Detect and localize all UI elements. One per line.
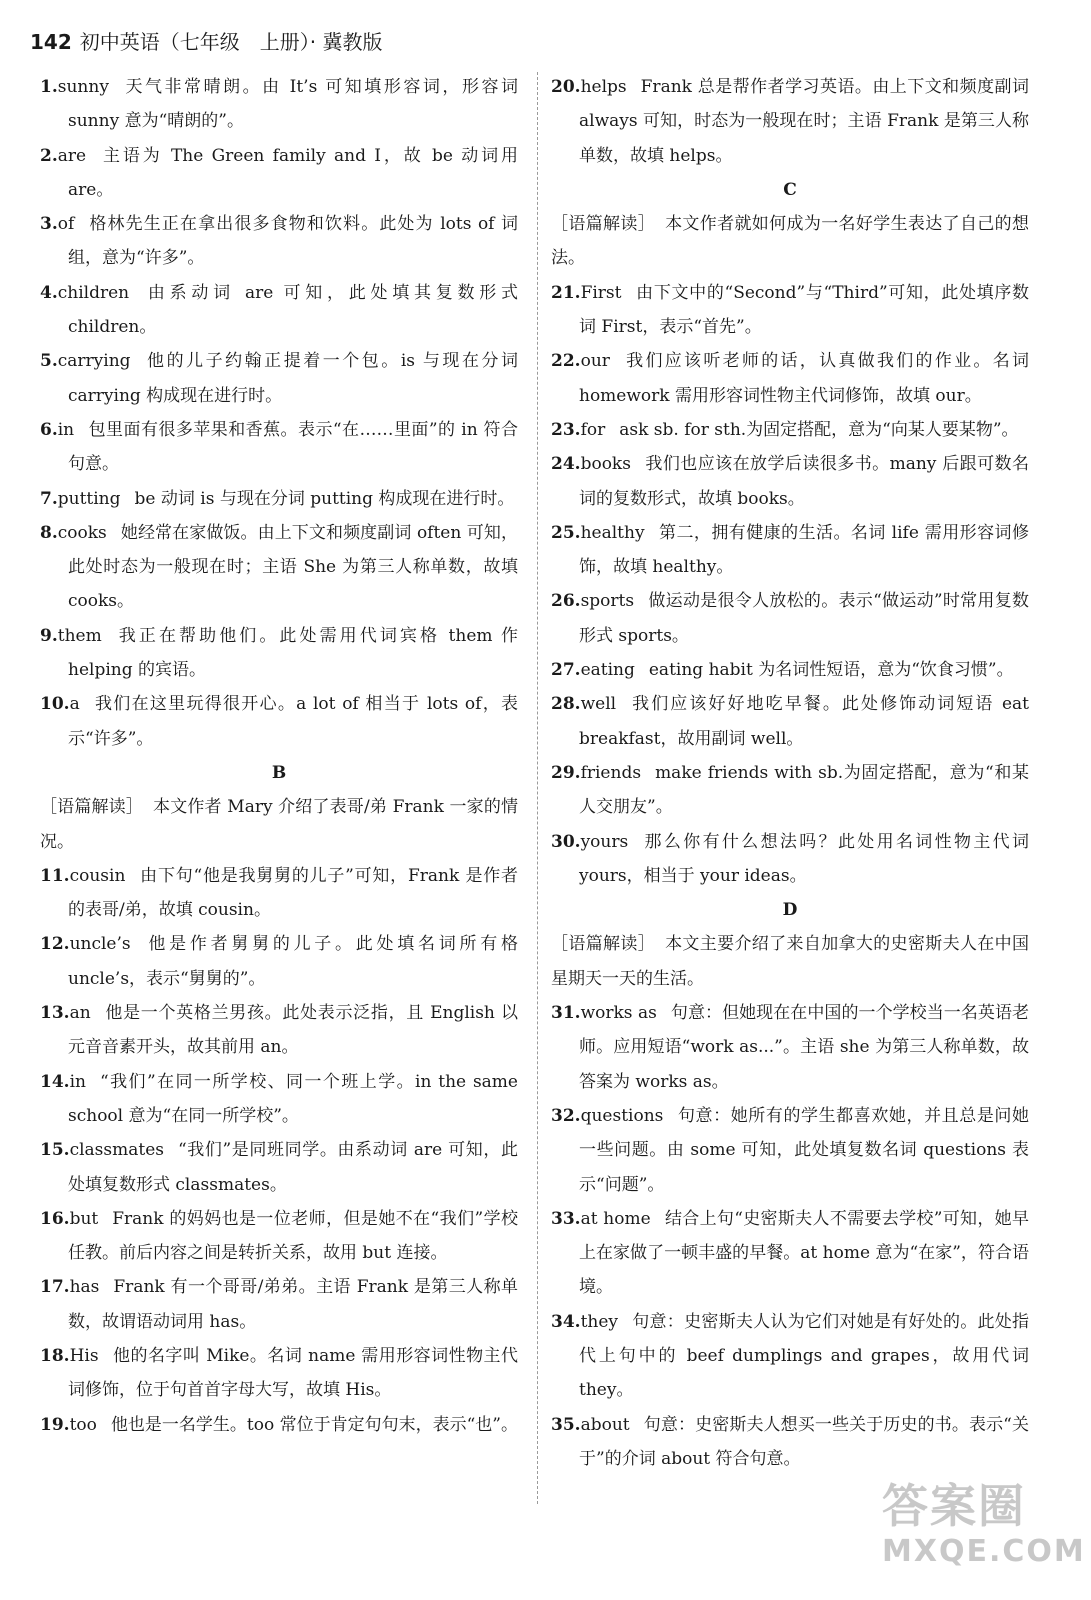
item-answer: at home [580, 1208, 651, 1229]
item-number: 11. [40, 865, 70, 886]
item-answer: yours [580, 831, 629, 852]
item-number: 8. [40, 522, 58, 543]
answer-item [551, 825, 1029, 894]
item-answer: children [57, 282, 130, 303]
item-answer: books [580, 454, 631, 475]
item-number: 16. [40, 1208, 70, 1229]
item-number: 23. [551, 419, 581, 440]
answer-item [40, 139, 518, 208]
item-answer: carrying [57, 351, 131, 372]
item-answer: classmates [69, 1140, 164, 1161]
passage-summary-label: ［语篇解读］ [551, 934, 656, 955]
item-explanation: Frank 有一个哥哥/弟弟。主语 Frank 是第三人称单数，故谓语动词用 has。 [68, 1277, 518, 1332]
item-answer: healthy [580, 522, 645, 543]
item-number: 26. [551, 591, 581, 612]
left-column [40, 70, 518, 1442]
item-explanation: eating habit 为名词性短语，意为“饮食习惯”。 [648, 660, 1014, 681]
section-heading: D [782, 900, 798, 921]
item-number: 30. [551, 831, 581, 852]
item-number: 10. [40, 694, 70, 715]
item-number: 20. [551, 77, 581, 97]
answer-item [40, 687, 518, 756]
item-explanation: 他是一个英格兰男孩。此处表示泛指，且 English 以元音音素开头，故其前用 an。 [68, 1003, 518, 1058]
watermark-logo [882, 1478, 1086, 1588]
item-explanation: 他的儿子约翰正提着一个包。is 与现在分词 carrying 构成现在进行时。 [68, 351, 518, 406]
item-explanation: 由系动词 are 可知，此处填其复数形式 children。 [68, 282, 518, 338]
answer-item [551, 276, 1029, 345]
item-answer: cousin [69, 865, 126, 886]
item-explanation: “我们”在同一所学校、同一个班上学。in the same school 意为“在同一所学校”。 [68, 1071, 518, 1126]
item-number: 24. [551, 454, 581, 475]
item-answer: sports [580, 591, 635, 612]
right-column [551, 70, 1029, 1476]
item-answer: First [580, 282, 622, 303]
passage-summary [40, 790, 518, 859]
item-answer: in [69, 1071, 86, 1092]
item-answer: too [69, 1414, 97, 1435]
answer-item [551, 1408, 1029, 1477]
answer-item [40, 927, 518, 996]
item-number: 21. [551, 282, 581, 303]
item-answer: a [69, 694, 80, 715]
item-number: 31. [551, 1003, 581, 1024]
item-explanation: 天气非常晴朗。由 It’s 可知填形容词，形容词 sunny 意为“晴朗的”。 [68, 77, 518, 132]
answer-item [551, 344, 1029, 413]
item-answer: an [69, 1003, 91, 1024]
answer-item [40, 482, 518, 516]
item-number: 5. [40, 351, 58, 372]
item-answer: in [57, 419, 75, 440]
item-explanation: be 动词 is 与现在分词 putting 构成现在进行时。 [134, 488, 515, 509]
item-number: 14. [40, 1071, 70, 1092]
item-number: 1. [40, 77, 58, 97]
item-explanation: 我们应该好好地吃早餐。此处修饰动词短语 eat breakfast，故用副词 well。 [579, 694, 1029, 749]
passage-summary [551, 927, 1029, 996]
item-number: 17. [40, 1277, 70, 1298]
item-number: 22. [551, 351, 581, 372]
item-number: 4. [40, 282, 58, 303]
item-answer: His [69, 1345, 99, 1366]
passage-summary-text: 本文作者就如何成为一名好学生表达了自己的想法。 [551, 214, 1030, 269]
answer-item [40, 859, 518, 928]
item-answer: eating [580, 660, 635, 681]
section-heading: B [271, 762, 287, 783]
answer-item [40, 996, 518, 1065]
answer-item [40, 1408, 518, 1442]
item-explanation: 那么你有什么想法吗？此处用名词性物主代词 yours，相当于 your ideas。 [579, 831, 1029, 886]
answer-item [40, 1133, 518, 1202]
item-number: 15. [40, 1140, 70, 1161]
item-number: 27. [551, 660, 581, 681]
page-header [30, 26, 382, 55]
passage-summary-label: ［语篇解读］ [40, 797, 144, 818]
item-explanation: 句意：史密斯夫人认为它们对她是有好处的。此处指代上句中的 beef dumplings and grapes，故用代词 they。 [579, 1311, 1029, 1401]
answer-item [40, 344, 518, 413]
item-answer: well [580, 694, 617, 715]
item-number: 33. [551, 1208, 581, 1229]
answer-item [551, 584, 1029, 653]
item-explanation: 她经常在家做饭。由上下文和频度副词 often 可知，此处时态为一般现在时；主语 She 为第三人称单数，故填 cooks。 [68, 522, 518, 612]
item-explanation: 我们在这里玩得很开心。a lot of 相当于 lots of，表示“许多”。 [68, 694, 518, 749]
item-explanation: 格林先生正在拿出很多食物和饮料。此处为 lots of 词组，意为“许多”。 [68, 214, 518, 269]
item-explanation: 我们也应该在放学后读很多书。many 后跟可数名词的复数形式，故填 books。 [579, 454, 1029, 509]
answer-item [551, 516, 1029, 585]
item-number: 2. [40, 145, 58, 166]
item-explanation: 他的名字叫 Mike。名词 name 需用形容词性物主代词修饰，位于句首首字母大写，故填 His。 [68, 1345, 518, 1401]
item-explanation: 由下文中的“Second”与“Third”可知，此处填序数词 First，表示“首先”。 [579, 282, 1029, 338]
answer-item [40, 207, 518, 276]
item-explanation: 句意：她所有的学生都喜欢她，并且总是问她一些问题。由 some 可知，此处填复数名词 questions 表示“问题”。 [579, 1105, 1029, 1195]
item-explanation: 他是作者舅舅的儿子。此处填名词所有格 uncle’s，表示“舅舅的”。 [68, 934, 518, 989]
answer-item [551, 1305, 1029, 1408]
item-number: 35. [551, 1414, 581, 1435]
passage-summary-text: 本文主要介绍了来自加拿大的史密斯夫人在中国星期天一天的生活。 [551, 934, 1030, 989]
item-explanation: make friends with sb.为固定搭配，意为“和某人交朋友”。 [579, 762, 1029, 818]
passage-summary-label: ［语篇解读］ [551, 214, 656, 235]
item-number: 28. [551, 694, 581, 715]
item-explanation: Frank 的妈妈也是一位老师，但是她不在“我们”学校任教。前后内容之间是转折关系，故用 but 连接。 [68, 1208, 518, 1264]
item-answer: works as [580, 1003, 657, 1024]
item-answer: uncle’s [69, 934, 131, 955]
answer-item [551, 1099, 1029, 1202]
book-title: 初中英语（七年级 上册）· 冀教版 [79, 30, 383, 54]
answer-item [551, 447, 1029, 516]
answer-item [551, 996, 1029, 1099]
item-number: 6. [40, 419, 58, 440]
item-explanation: 做运动是很令人放松的。表示“做运动”时常用复数形式 sports。 [579, 591, 1029, 646]
item-answer: sunny [57, 77, 109, 97]
answer-item [551, 756, 1029, 825]
answer-item [40, 1270, 518, 1339]
item-number: 12. [40, 934, 70, 955]
answer-item [551, 413, 1029, 447]
item-number: 29. [551, 762, 581, 783]
item-answer: they [580, 1311, 619, 1332]
passage-summary [551, 207, 1029, 276]
answer-item [551, 687, 1029, 756]
item-number: 9. [40, 625, 58, 646]
answer-item [551, 1202, 1029, 1305]
item-explanation: 句意：史密斯夫人想买一些关于历史的书。表示“关于”的介词 about 符合句意。 [579, 1414, 1029, 1469]
item-answer: of [57, 214, 75, 235]
watermark-site-text: MXQE.COM [882, 1534, 1086, 1569]
item-explanation: ask sb. for sth.为固定搭配，意为“向某人要某物”。 [619, 419, 1019, 440]
answer-item [40, 70, 518, 139]
item-explanation: 主语为 The Green family and I，故 be 动词用 are。 [68, 145, 518, 200]
answer-item [40, 1202, 518, 1271]
item-answer: putting [57, 488, 121, 509]
answer-item [551, 653, 1029, 687]
item-explanation: “我们”是同班同学。由系动词 are 可知，此处填复数形式 classmates。 [68, 1140, 518, 1195]
item-explanation: 我正在帮助他们。此处需用代词宾格 them 作 helping 的宾语。 [68, 625, 518, 681]
item-answer: questions [580, 1105, 664, 1126]
item-answer: helps [580, 77, 627, 97]
item-number: 7. [40, 488, 58, 509]
item-answer: about [580, 1414, 630, 1435]
answer-item [40, 413, 518, 482]
column-divider [537, 72, 538, 1504]
item-number: 19. [40, 1414, 70, 1435]
answer-item [40, 619, 518, 688]
answer-item [551, 70, 1029, 173]
item-explanation: 他也是一名学生。too 常位于肯定句句末，表示“也”。 [110, 1414, 518, 1435]
item-number: 25. [551, 522, 581, 543]
item-explanation: 结合上句“史密斯夫人不需要去学校”可知，她早上在家做了一顿丰盛的早餐。at home 意为“在家”，符合语境。 [579, 1208, 1029, 1298]
answer-item [40, 516, 518, 619]
item-answer: but [69, 1208, 99, 1229]
answer-item [40, 1065, 518, 1134]
passage-summary-text: 本文作者 Mary 介绍了表哥/弟 Frank 一家的情况。 [40, 797, 519, 852]
item-number: 18. [40, 1345, 70, 1366]
answer-item [40, 276, 518, 345]
item-answer: friends [580, 762, 642, 783]
item-explanation: 由下句“他是我舅舅的儿子”可知，Frank 是作者的表哥/弟，故填 cousin。 [68, 865, 518, 921]
item-answer: cooks [57, 522, 107, 543]
item-answer: for [580, 419, 606, 440]
section-heading: C [783, 179, 797, 200]
item-explanation: Frank 总是帮作者学习英语。由上下文和频度副词 always 可知，时态为一般现在时；主语 Frank 是第三人称单数，故填 helps。 [579, 77, 1029, 166]
item-explanation: 句意：但她现在在中国的一个学校当一名英语老师。应用短语“work as...”。主语 she 为第三人称单数，故答案为 works as。 [579, 1003, 1030, 1092]
item-number: 3. [40, 214, 58, 235]
item-explanation: 包里面有很多苹果和香蕉。表示“在……里面”的 in 符合句意。 [68, 419, 518, 475]
item-answer: are [57, 145, 87, 166]
watermark-logo-text: 答案圈 [882, 1479, 1026, 1533]
item-number: 34. [551, 1311, 581, 1332]
item-explanation: 第二，拥有健康的生活。名词 life 需用形容词修饰，故填 healthy。 [579, 522, 1029, 578]
item-number: 13. [40, 1003, 70, 1024]
page-number: 142 [30, 30, 72, 54]
item-answer: our [580, 351, 610, 372]
item-answer: them [57, 625, 102, 646]
item-number: 32. [551, 1105, 581, 1126]
answer-item [40, 1339, 518, 1408]
item-answer: has [69, 1277, 100, 1298]
item-explanation: 我们应该听老师的话，认真做我们的作业。名词 homework 需用形容词性物主代词修饰，故填 our。 [579, 351, 1029, 406]
